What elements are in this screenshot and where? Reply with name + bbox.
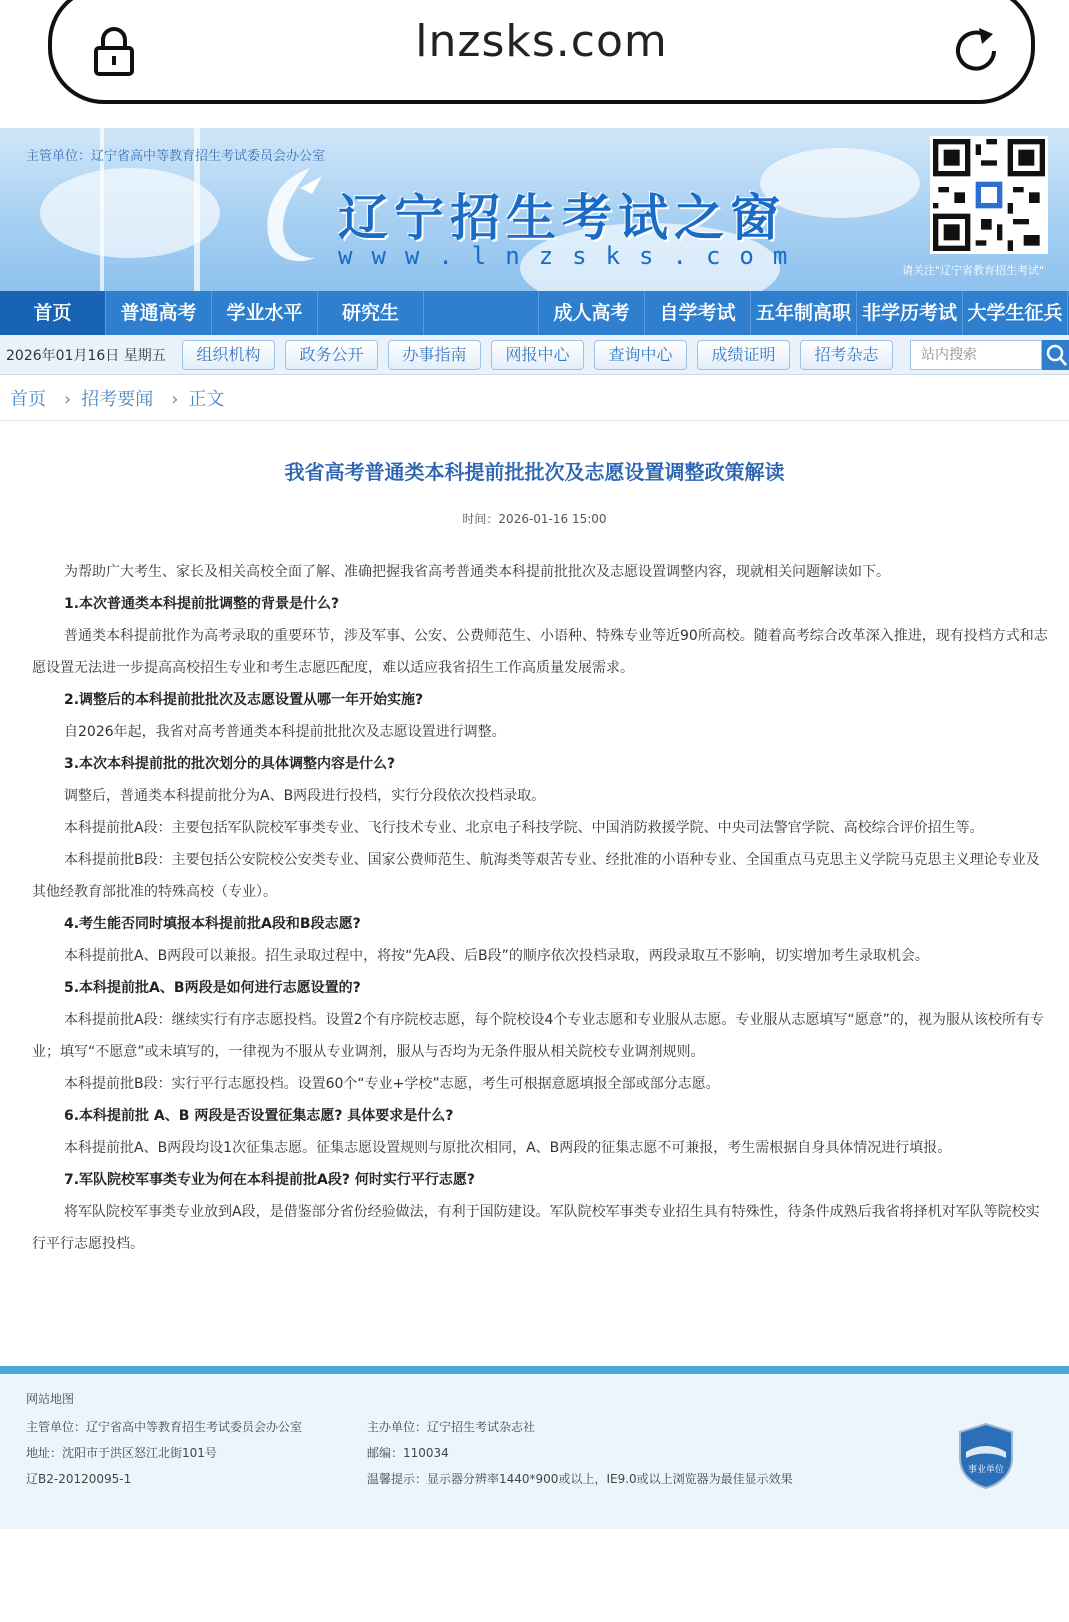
banner-org: 主管单位：辽宁省高中等教育招生考试委员会办公室	[26, 149, 326, 164]
question-heading: 7.军队院校军事类专业为何在本科提前批A段? 何时实行平行志愿?	[64, 1172, 476, 1188]
article-title: 我省高考普通类本科提前批批次及志愿设置调整政策解读	[284, 460, 785, 484]
url-text[interactable]: lnzsks.com	[415, 16, 668, 67]
footer-tip: 温馨提示：显示器分辨率1440*900或以上，IE9.0或以上浏览器为最佳显示效果	[367, 1472, 793, 1486]
question-heading: 4.考生能否同时填报本科提前批A段和B段志愿?	[64, 916, 361, 932]
divider	[0, 420, 1069, 421]
article-paragraph: 本科提前批A、B两段均设1次征集志愿。征集志愿设置规则与原批次相同，A、B两段的征集志愿不可兼报，考生需根据自身具体情况进行填报。	[64, 1140, 952, 1156]
breadcrumb-news[interactable]: 招考要闻	[81, 389, 154, 410]
search-button[interactable]	[1042, 340, 1069, 370]
qr-code	[930, 136, 1048, 254]
nav-zikao[interactable]: 自学考试	[645, 291, 751, 335]
search-icon	[1042, 340, 1069, 370]
breadcrumb	[10, 385, 232, 415]
question-heading: 1.本次普通类本科提前批调整的背景是什么?	[64, 596, 340, 612]
article-time: 时间：2026-01-16 15:00	[462, 512, 607, 526]
site-title[interactable]: 辽宁招生考试之窗	[338, 188, 786, 247]
nav-zhengbing[interactable]: 大学生征兵	[963, 291, 1068, 335]
nav-item-blank[interactable]	[424, 291, 539, 335]
article-paragraph: 本科提前批B段：实行平行志愿投档。设置60个“专业+学校”志愿，考生可根据意愿填报全部或部分志愿。	[64, 1076, 720, 1092]
nav-yanjiusheng[interactable]: 研究生	[318, 291, 424, 335]
nav-feixueli[interactable]: 非学历考试	[857, 291, 963, 335]
main-nav	[0, 291, 1069, 335]
article-paragraph: 本科提前批A段：主要包括军队院校军事类专业、飞行技术专业、北京电子科技学院、中国消防救援学院、中央司法警官学院、高校综合评价招生等。	[64, 820, 984, 836]
sub-nav	[0, 335, 1069, 375]
article-paragraph: 自2026年起，我省对高考普通类本科提前批批次及志愿设置进行调整。	[64, 724, 506, 740]
sitemap-link[interactable]: 网站地图	[26, 1392, 75, 1406]
footer-bar	[0, 1366, 1069, 1374]
footer-icp[interactable]: 辽B2-20120095-1	[26, 1472, 132, 1486]
address-bar[interactable]	[48, 0, 1035, 104]
breadcrumb-home[interactable]: 首页	[10, 389, 46, 410]
article-paragraph: 调整后，普通类本科提前批分为A、B两段进行投档，实行分段依次投档录取。	[64, 788, 546, 804]
nav-wunianzhi[interactable]: 五年制高职	[751, 291, 857, 335]
footer-org: 主管单位：辽宁省高中等教育招生考试委员会办公室	[26, 1420, 303, 1434]
question-heading: 3.本次本科提前批的批次划分的具体调整内容是什么?	[64, 756, 396, 772]
breadcrumb-separator-icon: ›	[64, 389, 72, 410]
nav-home[interactable]: 首页	[0, 291, 106, 335]
footer	[0, 1374, 1069, 1529]
subnav-gov-button[interactable]: 政务公开	[285, 340, 378, 370]
question-heading: 6.本科提前批 A、B 两段是否设置征集志愿? 具体要求是什么?	[64, 1108, 454, 1124]
site-banner	[0, 128, 1069, 291]
subnav-query-button[interactable]: 查询中心	[594, 340, 687, 370]
site-search-input[interactable]: 站内搜索	[910, 340, 1042, 370]
subnav-magazine-button[interactable]: 招考杂志	[800, 340, 893, 370]
subnav-guide-button[interactable]: 办事指南	[388, 340, 481, 370]
breadcrumb-current: 正文	[188, 389, 225, 410]
article-paragraph: 本科提前批A段：继续实行有序志愿投档。设置2个有序院校志愿，每个院校设4个专业志愿和专业服从志愿。专业服从志愿填写“愿意”的，视为服从该校所有专业；填写“不愿意”或未填写的，一律视为不服从专业调剂，服从与否均为无条件服从相关院校专业调剂规则。	[32, 1012, 1044, 1060]
shield-icon	[956, 1422, 1016, 1490]
current-date: 2026年01月16日 星期五	[6, 348, 166, 364]
question-heading: 2.调整后的本科提前批批次及志愿设置从哪一年开始实施?	[64, 692, 424, 708]
nav-gaokao[interactable]: 普通高考	[106, 291, 212, 335]
qr-note: 请关注"辽宁省教育招生考试"	[902, 264, 1045, 277]
site-url: www.lnzsks.com	[338, 242, 807, 270]
article-paragraph: 普通类本科提前批作为高考录取的重要环节，涉及军事、公安、公费师范生、小语种、特殊专业等近90所高校。随着高考综合改革深入推进，现有投档方式和志愿设置无法进一步提高高校招生专业和考生志愿匹配度，难以适应我省招生工作高质量发展需求。	[32, 628, 1048, 676]
article-paragraph: 本科提前批B段：主要包括公安院校公安类专业、国家公费师范生、航海类等艰苦专业、经批准的小语种专业、全国重点马克思主义学院马克思主义理论专业及其他经教育部批准的特殊高校（专业）。	[32, 852, 1040, 900]
footer-zip: 邮编：110034	[367, 1446, 449, 1460]
reload-icon[interactable]	[949, 24, 1003, 78]
breadcrumb-separator-icon: ›	[171, 389, 179, 410]
article-paragraph: 本科提前批A、B两段可以兼报。招生录取过程中，将按“先A段、后B段”的顺序依次投档录取，两段录取互不影响，切实增加考生录取机会。	[64, 948, 929, 964]
nav-xueye[interactable]: 学业水平	[212, 291, 318, 335]
question-heading: 5.本科提前批A、B两段是如何进行志愿设置的?	[64, 980, 361, 996]
badge-label: 事业单位	[967, 1465, 1005, 1475]
gov-badge[interactable]	[956, 1422, 1016, 1490]
subnav-score-button[interactable]: 成绩证明	[697, 340, 790, 370]
dove-logo-icon[interactable]	[240, 158, 340, 273]
browser-toolbar	[0, 0, 1069, 128]
subnav-register-button[interactable]: 网报中心	[491, 340, 584, 370]
article-body	[32, 556, 1052, 1260]
footer-host: 主办单位：辽宁招生考试杂志社	[367, 1420, 536, 1434]
article-paragraph: 将军队院校军事类专业放到A段，是借鉴部分省份经验做法，有利于国防建设。军队院校军事类专业招生具有特殊性，待条件成熟后我省将择机对军队等院校实行平行志愿投档。	[32, 1204, 1040, 1252]
nav-chengren[interactable]: 成人高考	[539, 291, 645, 335]
subnav-org-button[interactable]: 组织机构	[182, 340, 275, 370]
article-paragraph: 为帮助广大考生、家长及相关高校全面了解、准确把握我省高考普通类本科提前批批次及志愿设置调整内容，现就相关问题解读如下。	[64, 564, 890, 580]
footer-address: 地址：沈阳市于洪区怒江北街101号	[26, 1446, 217, 1460]
